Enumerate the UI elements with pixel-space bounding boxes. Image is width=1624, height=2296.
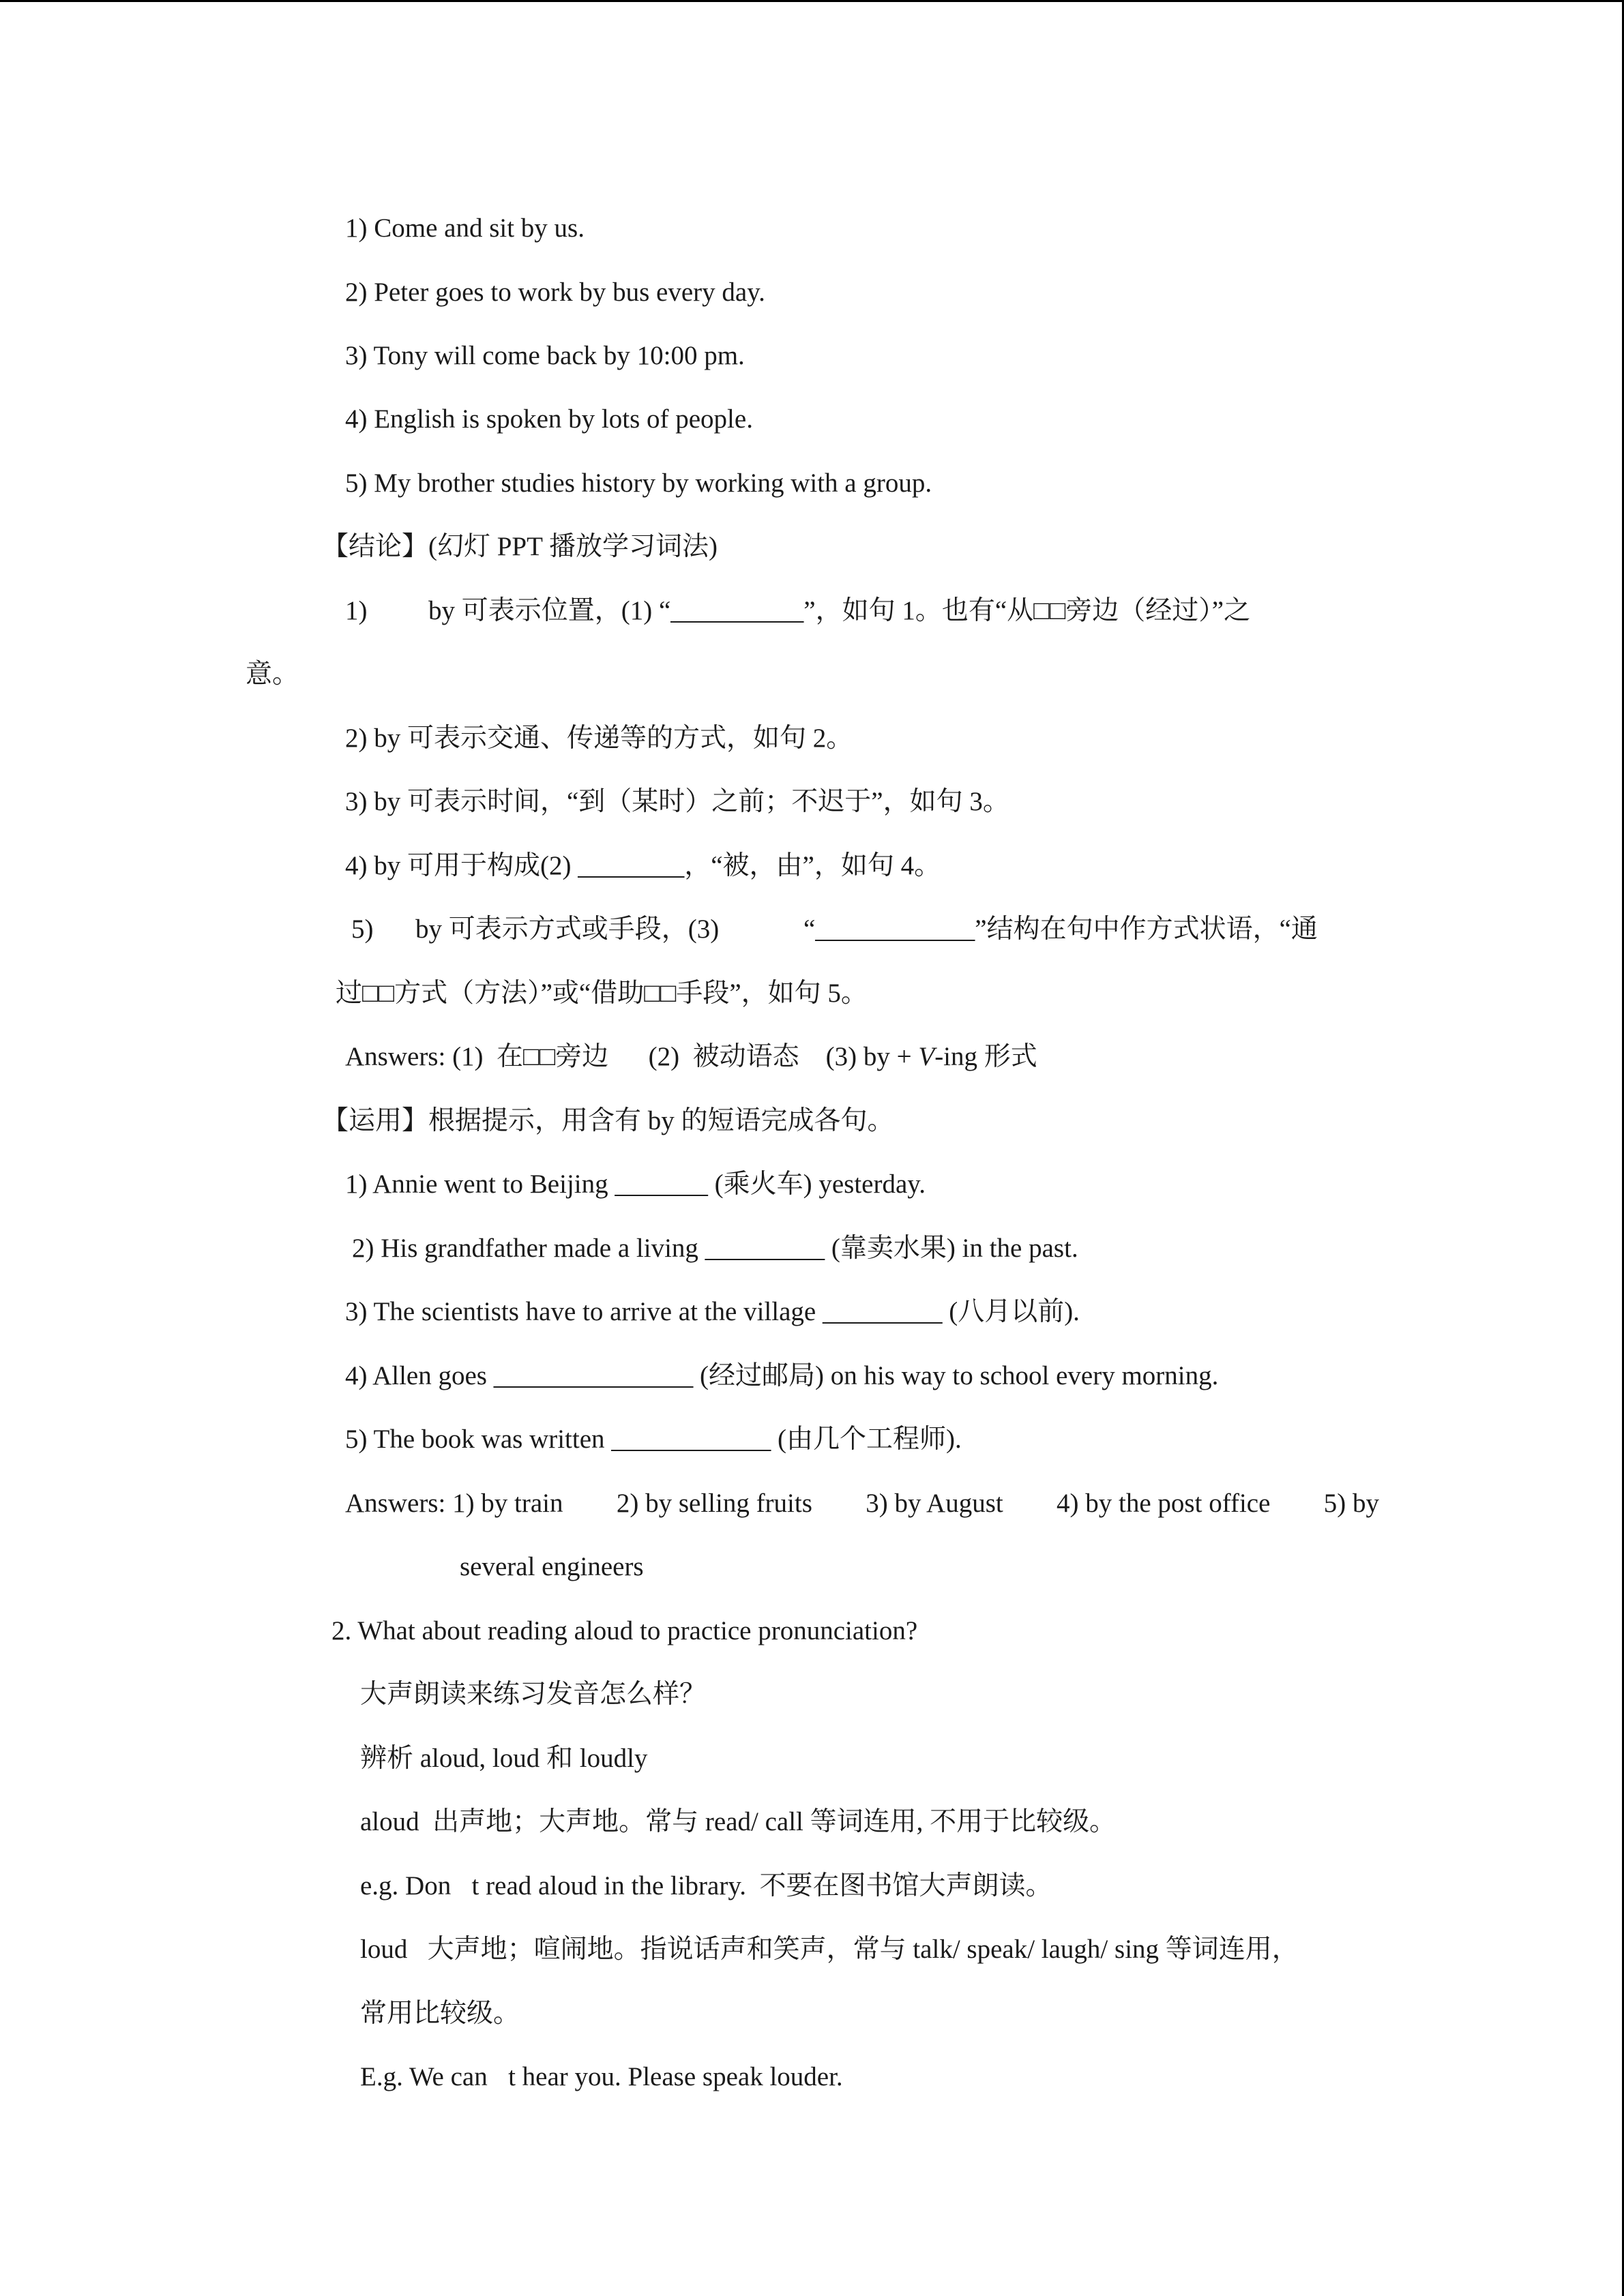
exercise-5: 5) The book was written ____________ (由几个工程师). — [345, 1425, 962, 1454]
aloud-example: e.g. Don t read aloud in the library. 不要在图书馆大声朗读。 — [360, 1871, 1052, 1900]
apply-heading: 【运用】根据提示，用含有 by 的短语完成各句。 — [322, 1106, 894, 1135]
answers-conclusion-suffix: -ing 形式 — [934, 1042, 1037, 1071]
loud-definition-wrap: 常用比较级。 — [360, 1999, 520, 2028]
example-sentence-4: 4) English is spoken by lots of people. — [345, 404, 753, 434]
conclusion-1-text: by 可表示位置，(1) “__________”，如句 1。也有“从□□旁边（经过）”之 — [428, 596, 1251, 625]
answers-conclusion — [345, 1039, 1037, 1075]
exercise-4: 4) Allen goes _______________ (经过邮局) on his way to school every morning. — [345, 1361, 1219, 1390]
section-2-translation: 大声朗读来练习发音怎么样？ — [360, 1680, 707, 1709]
page-top-border — [0, 0, 1624, 2]
answer-item-1: Answers: 1) by train — [345, 1489, 563, 1518]
loud-example: E.g. We can t hear you. Please speak louder. — [360, 2062, 843, 2091]
conclusion-5-text-a: by 可表示方式或手段，(3) — [415, 914, 720, 944]
conclusion-1-wrap: 意。 — [246, 659, 299, 689]
exercise-2: 2) His grandfather made a living _________ (靠卖水果) in the past. — [352, 1234, 1078, 1263]
answers-conclusion-italic: V — [918, 1042, 935, 1071]
conclusion-5-number: 5) — [351, 914, 374, 944]
conclusion-1-number: 1) — [345, 596, 368, 625]
answers-exercises-wrap: several engineers — [460, 1552, 644, 1581]
conclusion-4: 4) by 可用于构成(2) ________，“被，由”，如句 4。 — [345, 851, 941, 880]
example-sentence-2: 2) Peter goes to work by bus every day. — [345, 278, 765, 307]
conclusion-2: 2) by 可表示交通、传递等的方式，如句 2。 — [345, 724, 853, 753]
example-sentence-1: 1) Come and sit by us. — [345, 213, 585, 243]
answer-item-4: 4) by the post office — [1057, 1489, 1271, 1518]
section-2-title: 2. What about reading aloud to practice pronunciation? — [331, 1616, 918, 1645]
conclusion-heading: 【结论】(幻灯 PPT 播放学习词法) — [322, 532, 718, 561]
exercise-3: 3) The scientists have to arrive at the village _________ (八月以前). — [345, 1297, 1080, 1326]
example-sentence-3: 3) Tony will come back by 10:00 pm. — [345, 341, 745, 370]
answers-exercises — [345, 1486, 1379, 1521]
answer-item-3: 3) by August — [866, 1489, 1003, 1518]
conclusion-3: 3) by 可表示时间，“到（某时）之前；不迟于”，如句 3。 — [345, 787, 1009, 816]
conclusion-5-wrap: 过□□方式（方法）”或“借助□□手段”，如句 5。 — [336, 979, 868, 1008]
exercise-1: 1) Annie went to Beijing _______ (乘火车) yesterday. — [345, 1169, 926, 1199]
answers-conclusion-prefix: Answers: (1) 在□□旁边 (2) 被动语态 (3) by + — [345, 1042, 919, 1071]
section-2-analysis: 辨析 aloud, loud 和 loudly — [360, 1744, 648, 1773]
example-sentence-5: 5) My brother studies history by working with a group. — [345, 468, 932, 498]
loud-definition: loud 大声地；喧闹地。指说话声和笑声，常与 talk/ speak/ laugh/ sing 等词连用， — [360, 1935, 1299, 1964]
conclusion-5-text-b: “____________”结构在句中作方式状语，“通 — [803, 914, 1318, 944]
answer-item-5: 5) by — [1323, 1489, 1379, 1518]
aloud-definition: aloud 出声地；大声地。常与 read/ call 等词连用, 不用于比较级。 — [360, 1807, 1117, 1836]
answer-item-2: 2) by selling fruits — [616, 1489, 812, 1518]
